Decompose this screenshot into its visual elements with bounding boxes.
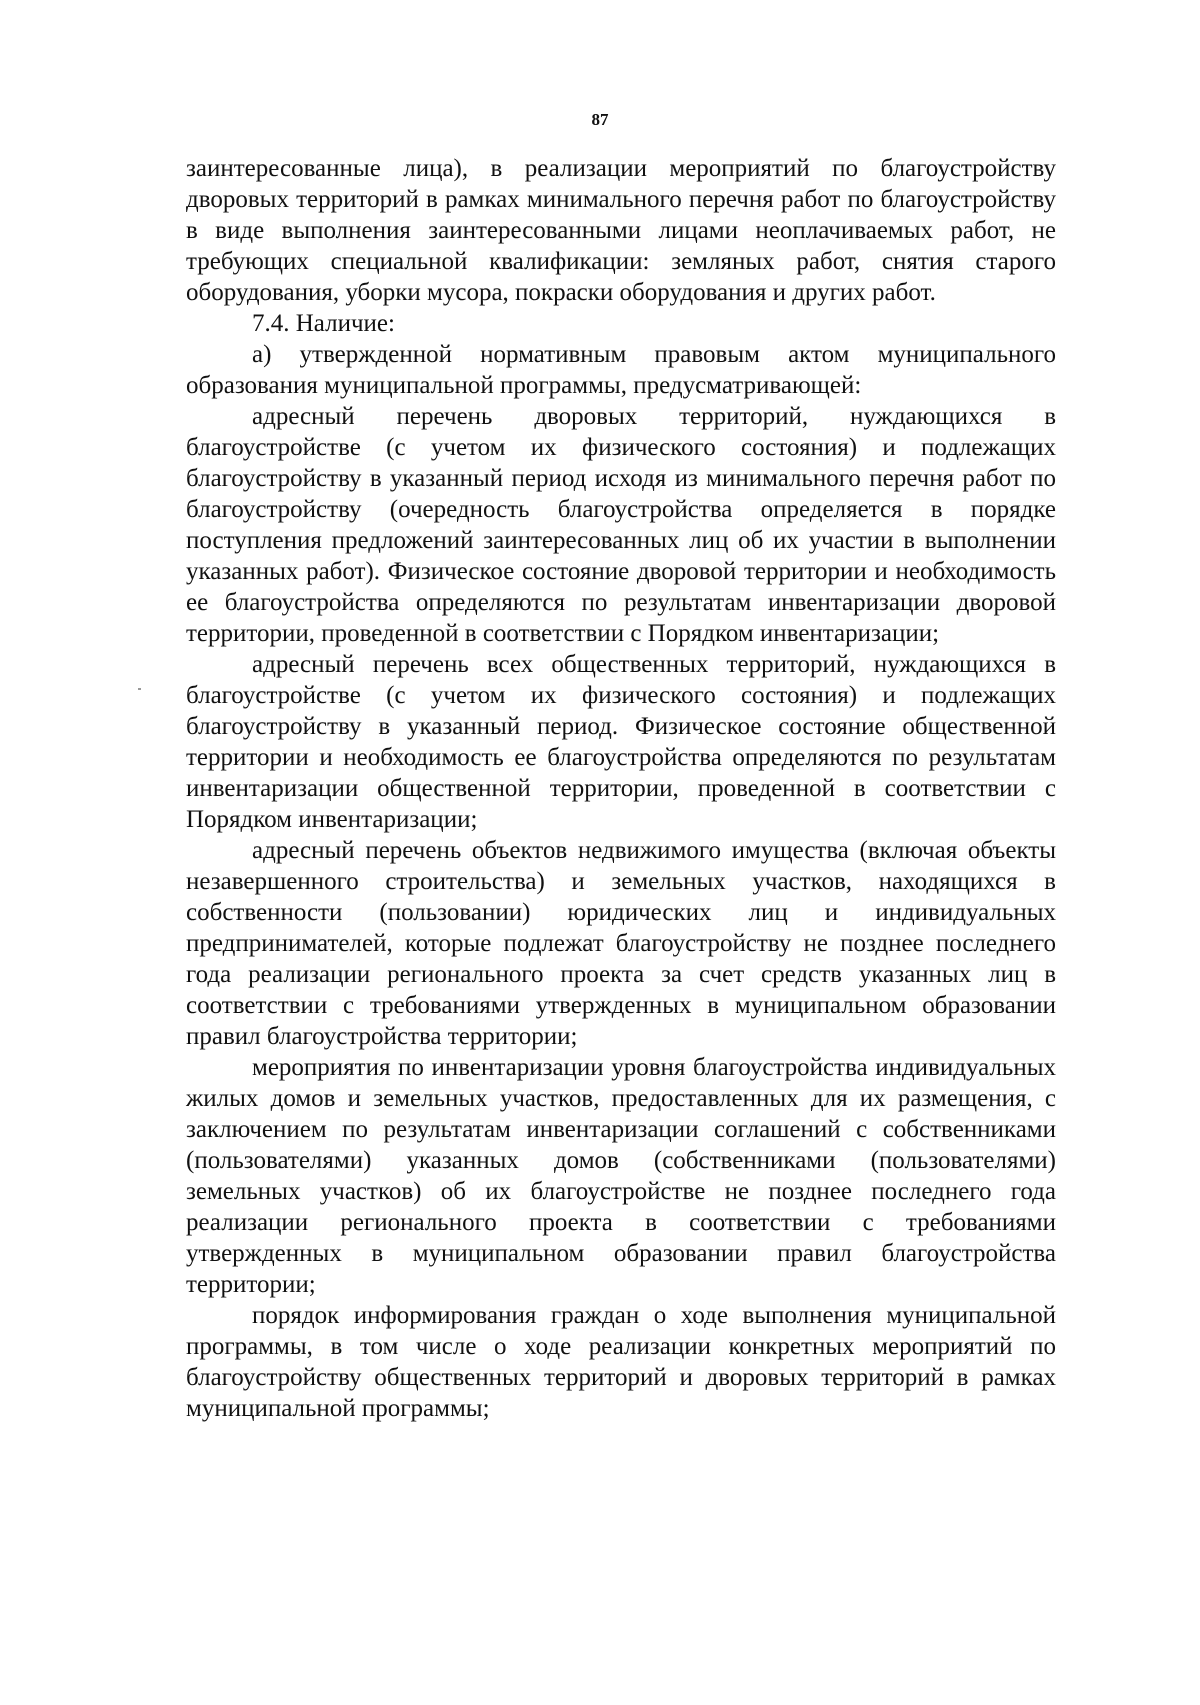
paragraph-inventory-measures: мероприятия по инвентаризации уровня благоустройства индивидуальных жилых домов и земельных участков, предоставленных для их размещения, с заключением по результатам инвентаризации соглашений с собственниками (пользователями) указанных домов (собственниками (пользователями) земельных участков) об их благоустройстве не позднее последнего года реализации регионального проекта в соответствии с требованиями утвержденных в муниципальном образовании правил благоустройства территории; [186, 1054, 1056, 1298]
paragraph-real-estate-list: адресный перечень объектов недвижимого имущества (включая объекты незавершенного строительства) и земельных участков, находящихся в собственности (пользовании) юридических лиц и индивидуальных предпринимателей, которые подлежат благоустройству не позднее последнего года реализации регионального проекта за счет средств указанных лиц в соответствии с требованиями утвержденных в муниципальном образовании правил благоустройства территории; [186, 837, 1056, 1050]
paragraph-item-a: а) утвержденной нормативным правовым актом муниципального образования муниципальной программы, предусматривающей: [186, 341, 1056, 399]
document-body [186, 153, 1056, 1424]
scan-artifact [138, 688, 141, 690]
section-heading-7-4: 7.4. Наличие: [252, 310, 395, 337]
paragraph-public-territories-list: адресный перечень всех общественных территорий, нуждающихся в благоустройстве (с учетом их физического состояния) и подлежащих благоустройству в указанный период. Физическое состояние общественной территории и необходимость ее благоустройства определяются по результатам инвентаризации общественной территории, проведенной в соответствии с Порядком инвентаризации; [186, 651, 1056, 833]
paragraph-informing-procedure: порядок информирования граждан о ходе выполнения муниципальной программы, в том числе о ходе реализации конкретных мероприятий по благоустройству общественных территорий и дворовых территорий в рамках муниципальной программы; [186, 1302, 1056, 1422]
paragraph-courtyard-list: адресный перечень дворовых территорий, нуждающихся в благоустройстве (с учетом их физического состояния) и подлежащих благоустройству в указанный период исходя из минимального перечня работ по благоустройству (очередность благоустройства определяется в порядке поступления предложений заинтересованных лиц об их участии в выполнении указанных работ). Физическое состояние дворовой территории и необходимость ее благоустройства определяются по результатам инвентаризации дворовой территории, проведенной в соответствии с Порядком инвентаризации; [186, 403, 1056, 647]
paragraph-continuation: заинтересованные лица), в реализации мероприятий по благоустройству дворовых территорий в рамках минимального перечня работ по благоустройству в виде выполнения заинтересованными лицами неоплачиваемых работ, не требующих специальной квалификации: земляных работ, снятия старого оборудования, уборки мусора, покраски оборудования и других работ. [186, 155, 1056, 306]
page-number: 87 [591, 110, 609, 129]
